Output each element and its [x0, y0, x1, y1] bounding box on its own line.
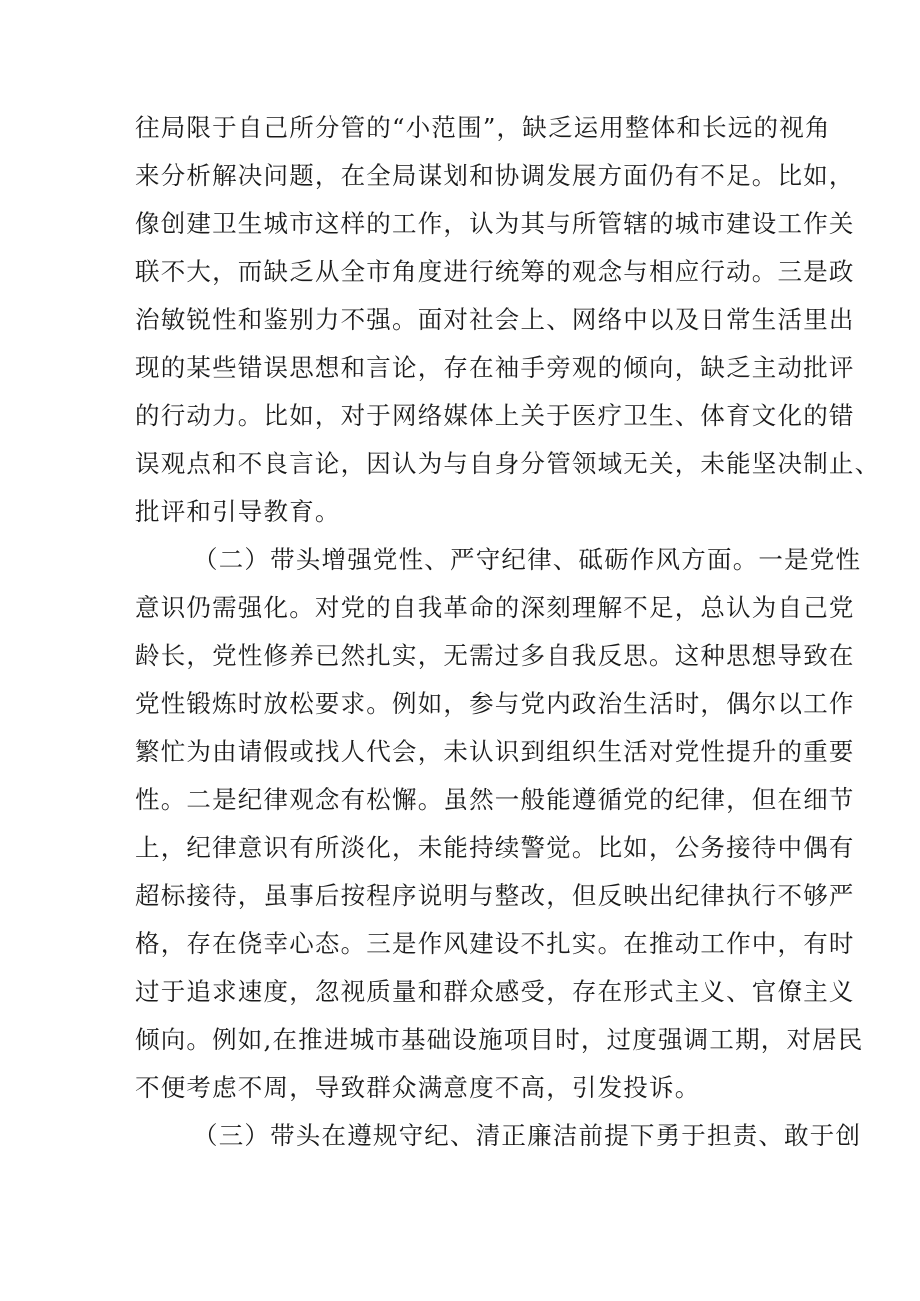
text-line: 繁忙为由请假或找人代会，未认识到组织生活对党性提升的重要	[135, 737, 855, 766]
text-line: 超标接待，虽事后按程序说明与整改，但反映出纪律执行不够严	[135, 881, 855, 910]
text-line: 来分析解决问题，在全局谋划和协调发展方面仍有不足。比如，	[135, 161, 855, 190]
text-line: 龄长，党性修养已然扎实，无需过多自我反思。这种思想导致在	[135, 641, 855, 670]
section-heading-line: （三）带头在遵规守纪、清正廉洁前提下勇于担责、敢于创	[193, 1121, 862, 1150]
text-line: 过于追求速度，忽视质量和群众感受，存在形式主义、官僚主义	[135, 977, 855, 1006]
text-line: 意识仍需强化。对党的自我革命的深刻理解不足，总认为自己党	[135, 593, 855, 622]
section-heading-line: （二）带头增强党性、严守纪律、砥砺作风方面。一是党性	[193, 545, 862, 574]
body-text	[135, 104, 881, 1160]
text-line: 像创建卫生城市这样的工作，认为其与所管辖的城市建设工作关	[135, 209, 855, 238]
text-line: 不便考虑不周，导致群众满意度不高，引发投诉。	[135, 1073, 701, 1102]
text-line: 往局限于自己所分管的“小范围”，缺乏运用整体和长远的视角	[135, 113, 831, 142]
text-line: 的行动力。比如，对于网络媒体上关于医疗卫生、体育文化的错	[135, 401, 855, 430]
text-line: 上，纪律意识有所淡化，未能持续警觉。比如，公务接待中偶有	[135, 833, 855, 862]
text-line: 误观点和不良言论，因认为与自身分管领域无关，未能坚决制止、	[135, 449, 881, 478]
text-line: 格，存在侥幸心态。三是作风建设不扎实。在推动工作中，有时	[135, 929, 855, 958]
text-line: 治敏锐性和鉴别力不强。面对社会上、网络中以及日常生活里出	[135, 305, 855, 334]
text-line: 现的某些错误思想和言论，存在袖手旁观的倾向，缺乏主动批评	[135, 353, 855, 382]
text-line: 性。二是纪律观念有松懈。虽然一般能遵循党的纪律，但在细节	[135, 785, 855, 814]
text-line: 联不大，而缺乏从全市角度进行统筹的观念与相应行动。三是政	[135, 257, 855, 286]
text-line: 批评和引导教育。	[135, 497, 341, 526]
text-line: 党性锻炼时放松要求。例如，参与党内政治生活时，偶尔以工作	[135, 689, 855, 718]
text-line: 倾向。例如,在推进城市基础设施项目时，过度强调工期，对居民	[135, 1025, 864, 1054]
